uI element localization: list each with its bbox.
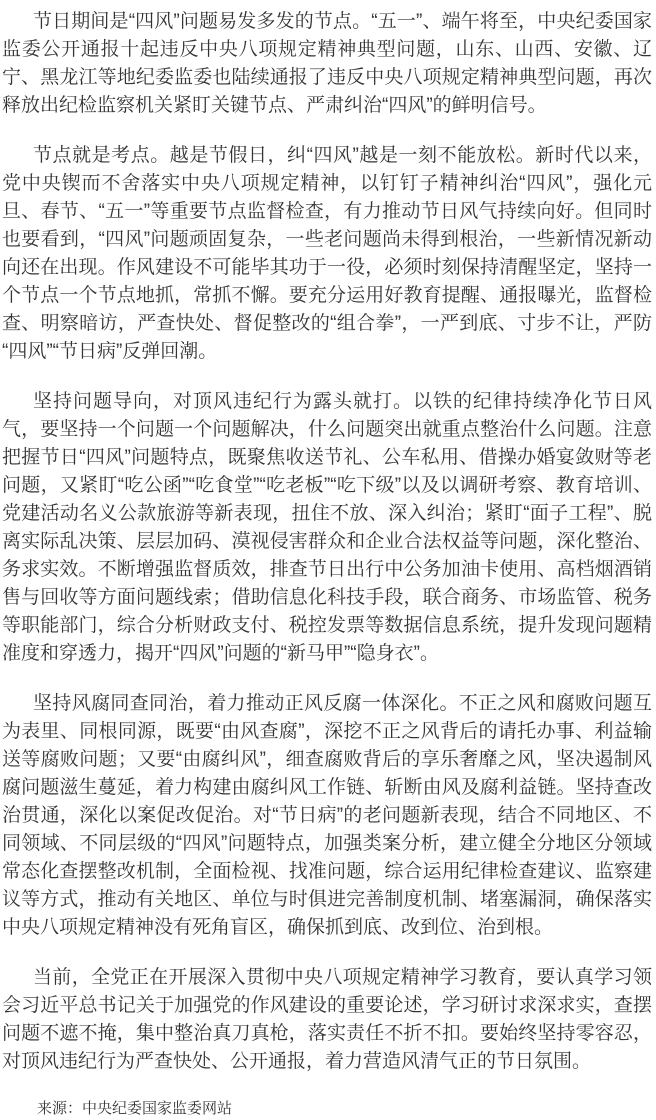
paragraph-5: 当前，全党正在开展深入贯彻中央八项规定精神学习教育，要认真学习领会习近平总书记关于加强党的作风建设的重要论述，学习研讨求深求实，查摆问题不遮不掩，集中整治真刀真枪，落实责任不折不扣。要始终坚持零容忍，对顶风违纪行为严查快处、公开通报，着力营造风清气正的节日氛围。 (2, 967, 652, 1072)
paragraph-1: 节日期间是“四风”问题易发多发的节点。“五一”、端午将至，中央纪委国家监委公开通报十起违反中央八项规定精神典型问题，山东、山西、安徽、辽宁、黑龙江等地纪委监委也陆续通报了违反中央八项规定精神典型问题，再次释放出纪检监察机关紧盯关键节点、严肃纠治“四风”的鲜明信号。 (2, 11, 652, 116)
paragraph-4: 坚持风腐同查同治，着力推动正风反腐一体深化。不正之风和腐败问题互为表里、同根同源，既要“由风查腐”，深挖不正之风背后的请托办事、利益输送等腐败问题；又要“由腐纠风”，细查腐败背后的享乐奢靡之风，坚决遏制风腐问题滋生蔓延，着力构建由腐纠风工作链、斩断由风及腐利益链。坚持查改治贯通，深化以案促改促治。对“节日病”的老问题新表现，结合不同地区、不同领域、不同层级的“四风”问题特点，加强类案分析，建立健全分地区分领域常态化查摆整改机制，全面检视、找准问题，综合运用纪律检查建议、监察建议等方式，推动有关地区、单位与时俱进完善制度机制、堵塞漏洞，确保落实中央八项规定精神没有死角盲区，确保抓到底、改到位、治到根。 (2, 693, 652, 938)
paragraph-2: 节点就是考点。越是节假日，纠“四风”越是一刻不能放松。新时代以来，党中央锲而不舍落实中央八项规定精神，以钉钉子精神纠治“四风”，强化元旦、春节、“五一”等重要节点监督检查，有力推动节日风气持续向好。但同时也要看到，“四风”问题顽固复杂，一些老问题尚未得到根治，一些新情况新动向还在出现。作风建设不可能毕其功于一役，必须时刻保持清醒坚定，坚持一个节点一个节点地抓，常抓不懈。要充分运用好教育提醒、通报曝光，监督检查、明察暗访，严查快处、督促整改的“组合拳”，一严到底、寸步不让，严防“四风”“节日病”反弹回潮。 (2, 145, 652, 362)
source-line: 来源：中央纪委国家监委网站 (37, 1100, 233, 1117)
paragraph-3: 坚持问题导向，对顶风违纪行为露头就打。以铁的纪律持续净化节日风气，要坚持一个问题一个问题解决，什么问题突出就重点整治什么问题。注意把握节日“四风”问题特点，既聚焦收送节礼、公车私用、借操办婚宴敛财等老问题，又紧盯“吃公函”“吃食堂”“吃老板”“吃下级”以及以调研考察、教育培训、党建活动名义公款旅游等新表现，扭住不放、深入纠治；紧盯“面子工程”、脱离实际乱决策、层层加码、漠视侵害群众和企业合法权益等问题，深化整治、务求实效。不断增强监督质效，排查节日出行中公务加油卡使用、高档烟酒销售与回收等方面问题线索；借助信息化科技手段，联合商务、市场监管、税务等职能部门，综合分析财政支付、税控发票等数据信息系统，提升发现问题精准度和穿透力，揭开“四风”问题的“新马甲”“隐身衣”。 (2, 391, 652, 664)
